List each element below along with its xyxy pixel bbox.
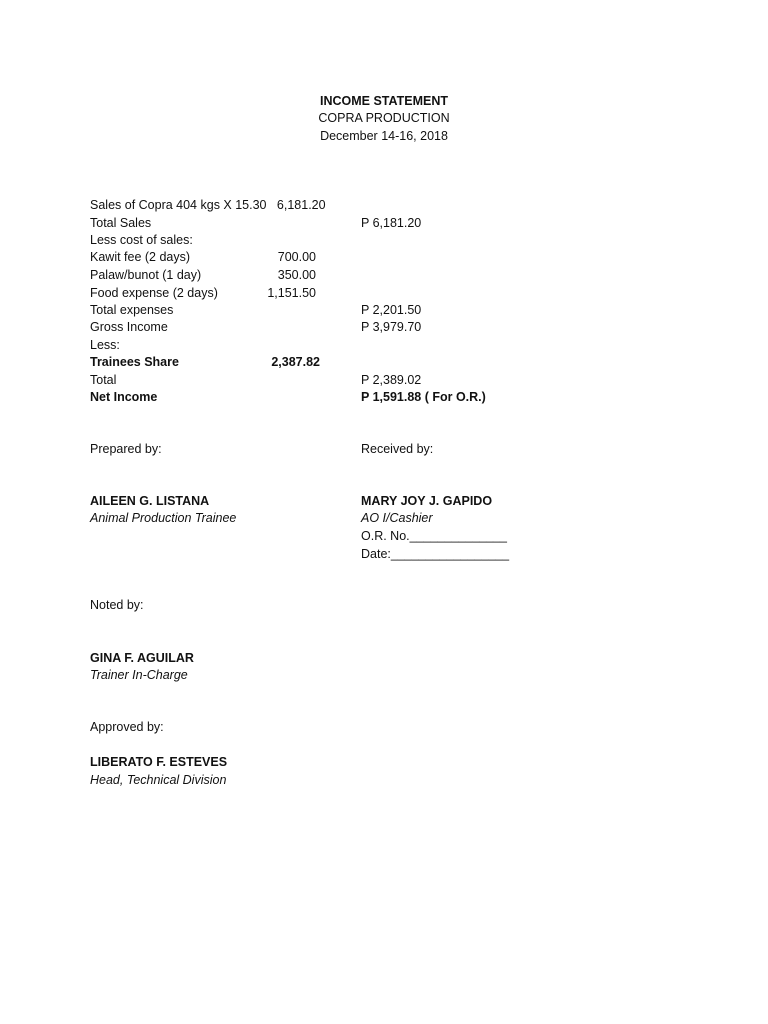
net-income-label: Net Income xyxy=(90,390,158,404)
gross-income-label: Gross Income xyxy=(90,320,168,334)
document-subtitle: COPRA PRODUCTION xyxy=(318,111,450,125)
approved-by-label: Approved by: xyxy=(90,720,164,734)
sales-line: Sales of Copra 404 kgs X 15.30 6,181.20 xyxy=(90,198,326,212)
noter-name: GINA F. AGUILAR xyxy=(90,651,194,665)
palaw-value: 350.00 xyxy=(277,268,316,282)
approver-name: LIBERATO F. ESTEVES xyxy=(90,755,228,769)
receiver-name: MARY JOY J. GAPIDO xyxy=(361,494,493,508)
prepared-by-label: Prepared by: xyxy=(90,442,162,456)
trainees-share-label: Trainees Share xyxy=(90,355,179,369)
kawit-fee-label: Kawit fee (2 days) xyxy=(90,250,191,264)
noted-by-label: Noted by: xyxy=(90,598,144,612)
received-by-label: Received by: xyxy=(361,442,434,456)
gross-income-value: P 3,979.70 xyxy=(361,320,422,334)
less-label: Less: xyxy=(90,338,120,352)
trainees-share-value: 2,387.82 xyxy=(271,355,320,369)
food-expense-value: 1,151.50 xyxy=(267,286,316,300)
preparer-name: AILEEN G. LISTANA xyxy=(90,494,210,508)
net-income-value: P 1,591.88 ( For O.R.) xyxy=(361,390,486,404)
kawit-fee-value: 700.00 xyxy=(277,250,316,264)
document-date: December 14-16, 2018 xyxy=(320,129,448,143)
total-expenses-value: P 2,201.50 xyxy=(361,303,422,317)
total-sales-label: Total Sales xyxy=(90,216,152,230)
palaw-label: Palaw/bunot (1 day) xyxy=(90,268,202,282)
preparer-title: Animal Production Trainee xyxy=(90,511,237,525)
noter-title: Trainer In-Charge xyxy=(90,668,188,682)
approver-title: Head, Technical Division xyxy=(90,773,227,787)
document-title: INCOME STATEMENT xyxy=(319,94,448,108)
total-value: P 2,389.02 xyxy=(361,373,422,387)
total-sales-value: P 6,181.20 xyxy=(361,216,422,230)
less-cost-label: Less cost of sales: xyxy=(90,233,193,247)
date-line: Date:_________________ xyxy=(361,547,510,561)
or-number-line: O.R. No.______________ xyxy=(361,529,507,543)
total-expenses-label: Total expenses xyxy=(90,303,174,317)
food-expense-label: Food expense (2 days) xyxy=(90,286,218,300)
receiver-title: AO I/Cashier xyxy=(361,511,433,525)
total-label: Total xyxy=(90,373,117,387)
